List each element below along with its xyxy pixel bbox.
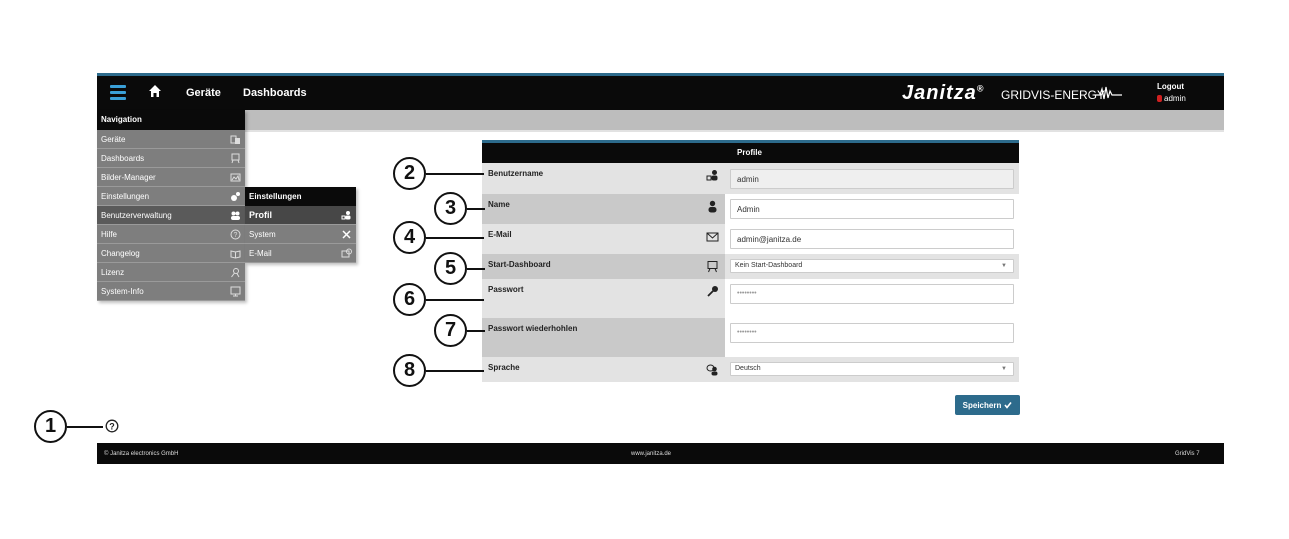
callout-5-leader [467,268,485,270]
monitor-icon [230,286,241,297]
callout-2: 2 [393,157,426,190]
nav-link-dashboards[interactable]: Dashboards [243,87,307,99]
password-repeat-label: Passwort wiederhohlen [488,324,578,333]
navigation-menu [97,110,245,301]
nav-link-devices[interactable]: Geräte [186,87,221,99]
brand-logo: Janitza® [902,82,985,104]
submenu-item-label: System [249,229,276,239]
footer-copyright: © Janitza electronics GmbH [104,451,179,457]
sub-toolbar-shadow [97,130,1224,132]
name-value-cell [725,194,1019,224]
username-field: admin [730,169,1014,189]
nav-item-label: Hilfe [101,229,118,239]
form-row-name [482,194,1019,224]
svg-text:?: ? [233,231,238,239]
username-label: Benutzername [488,169,544,178]
nav-item-help[interactable] [97,225,245,244]
chevron-down-icon: ▼ [1001,366,1007,372]
form-row-email [482,224,1019,254]
top-navbar [97,76,1224,110]
nav-item-label: Lizenz [101,267,125,277]
form-row-start-dashboard [482,254,1019,279]
callout-6-leader [426,299,484,301]
password-repeat-input[interactable]: •••••••• [730,323,1014,343]
mail-settings-icon [341,248,352,259]
home-icon[interactable] [148,84,162,98]
pulse-icon [1094,85,1122,101]
email-label: E-Mail [488,230,512,239]
language-value-cell [725,357,1019,382]
language-select[interactable] [730,362,1014,376]
submenu-header: Einstellungen [245,187,356,206]
save-button-label: Speichern [962,400,1002,410]
nav-item-label: System-Info [101,286,144,296]
save-button[interactable] [955,395,1020,415]
form-row-password-repeat [482,318,1019,357]
submenu-item-email[interactable] [245,244,356,263]
nav-item-image-manager[interactable] [97,168,245,187]
password-repeat-value-cell [725,318,1019,357]
submenu-item-label: Profil [249,210,273,220]
footer-website-link[interactable]: www.janitza.de [631,451,672,457]
callout-7-leader [467,330,485,332]
start-dashboard-selected: Kein Start-Dashboard [735,262,803,269]
name-label: Name [488,200,510,209]
gears-icon [230,191,241,202]
username-value-cell [725,163,1019,194]
nav-item-label: Benutzerverwaltung [101,210,172,220]
nav-item-label: Changelog [101,248,140,258]
dashboard-icon [230,153,241,164]
image-icon [230,172,241,183]
callout-3: 3 [434,192,467,225]
callout-1: 1 [34,410,67,443]
language-label: Sprache [488,363,520,372]
navigation-header: Navigation [97,110,245,130]
password-label-cell [482,279,725,318]
key-icon [706,285,719,298]
callout-1-leader [67,426,103,428]
nav-item-settings[interactable] [97,187,245,206]
password-input[interactable]: •••••••• [730,284,1014,304]
nav-item-license[interactable] [97,263,245,282]
email-label-cell [482,224,725,254]
language-selected: Deutsch [735,365,761,372]
start-dashboard-label: Start-Dashboard [488,260,551,269]
devices-icon [230,134,241,145]
language-icon [706,363,719,376]
submenu-item-label: E-Mail [249,248,272,258]
callout-7: 7 [434,314,467,347]
submenu-item-system[interactable] [245,225,356,244]
callout-6: 6 [393,283,426,316]
profile-icon [341,210,352,221]
profile-form-title: Profile [482,143,1019,163]
chevron-down-icon: ▼ [1001,263,1007,269]
password-value-cell [725,279,1019,318]
menu-toggle-icon[interactable] [110,85,126,99]
name-label-cell [482,194,725,224]
nav-item-label: Einstellungen [101,191,150,201]
password-label: Passwort [488,285,524,294]
callout-3-leader [467,208,485,210]
nav-item-system-info[interactable] [97,282,245,301]
nav-item-label: Bilder-Manager [101,172,156,182]
language-label-cell [482,357,725,382]
start-dashboard-select[interactable] [730,259,1014,273]
envelope-icon [706,230,719,243]
form-row-password [482,279,1019,318]
nav-item-dashboards[interactable] [97,149,245,168]
svg-text:?: ? [109,421,115,432]
callout-8-leader [426,370,484,372]
tools-icon [341,229,352,240]
user-icon [1157,95,1162,102]
settings-submenu [245,187,356,263]
nav-item-label: Geräte [101,134,126,144]
nav-item-changelog[interactable] [97,244,245,263]
nav-item-label: Dashboards [101,153,145,163]
callout-5: 5 [434,252,467,285]
checkmark-icon [1004,401,1012,409]
license-icon [230,267,241,278]
user-name: admin [1164,94,1186,103]
dashboard-easel-icon [706,260,719,273]
form-row-language [482,357,1019,382]
user-profile-icon [706,169,719,182]
current-user [1157,94,1186,103]
help-icon [230,229,241,240]
password-repeat-label-cell [482,318,725,357]
callout-4-leader [426,237,484,239]
submenu-item-profile[interactable] [245,206,356,225]
sub-toolbar [245,110,1224,130]
footer-version: GridVis 7 [1175,451,1200,457]
email-input[interactable]: admin@janitza.de [730,229,1014,249]
form-row-username [482,163,1019,194]
users-icon [230,210,241,221]
footer [97,443,1224,464]
start-dashboard-value-cell [725,254,1019,279]
start-dashboard-label-cell [482,254,725,279]
name-input[interactable]: Admin [730,199,1014,219]
help-icon[interactable] [105,419,119,433]
nav-item-devices[interactable] [97,130,245,149]
nav-item-user-management[interactable] [97,206,245,225]
username-label-cell [482,163,725,194]
email-value-cell [725,224,1019,254]
book-icon [230,248,241,259]
product-name: GRIDVIS-ENERGY [1001,88,1106,102]
person-icon [706,200,719,213]
callout-2-leader [426,173,484,175]
callout-4: 4 [393,221,426,254]
callout-8: 8 [393,354,426,387]
logout-link[interactable]: Logout [1157,82,1185,91]
